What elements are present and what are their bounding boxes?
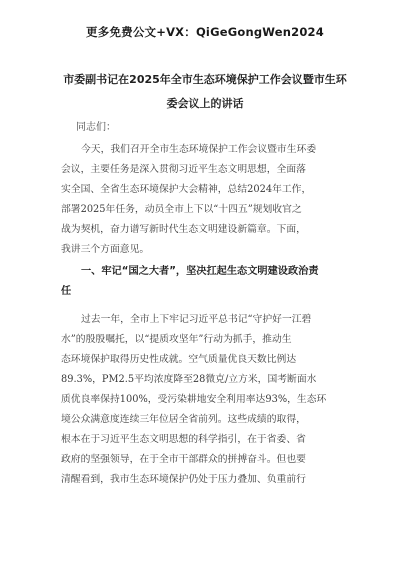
document-title xyxy=(60,68,350,116)
intro-line-3: 实全国、全省生态环境保护大会精神，总结2024年工作， xyxy=(61,184,312,195)
intro-line-6: 我讲三个方面意见。 xyxy=(61,244,150,255)
section-1-line-7: 根本在于习近平生态文明思想的科学指引，在于省委、省 xyxy=(61,434,306,445)
section-1-line-5: 质优良率保持100%，受污染耕地安全利用率达93%，生态环 xyxy=(61,394,327,405)
section-1-line-1: 过去一年，全市上下牢记习近平总书记“守护好一江碧 xyxy=(81,314,312,325)
salutation: 同志们： xyxy=(76,122,116,133)
section-1-line-3: 态环境保护取得历史性成就。空气质量优良天数比例达 xyxy=(61,354,297,365)
document-title-line-2: 委会议上的讲话 xyxy=(166,97,244,110)
section-1-line-9: 清醒看到，我市生态环境保护仍处于压力叠加、负重前行 xyxy=(61,474,306,485)
document-title-line-1: 市委副书记在2025年全市生态环境保护工作会议暨市生环 xyxy=(63,73,347,86)
section-1-heading-line-1: 一、牢记“国之大者”，坚决扛起生态文明建设政治责 xyxy=(81,266,319,277)
intro-line-4: 部署2025年任务，动员全市上下以“十四五”规划收官之 xyxy=(61,204,302,215)
promo-banner: 更多免费公文+VX：QiGeGongWen2024 xyxy=(86,25,324,39)
intro-line-5: 战为契机，奋力谱写新时代生态文明建设新篇章。下面， xyxy=(61,224,306,235)
intro-line-2: 会议，主要任务是深入贯彻习近平生态文明思想，全面落 xyxy=(61,164,306,175)
section-1-line-6: 境公众满意度连续三年位居全省前列。这些成绩的取得， xyxy=(61,414,306,425)
section-1-paragraph xyxy=(61,310,347,490)
section-1-line-8: 政府的坚强领导，在于全市干部群众的拼搏奋斗。但也要 xyxy=(61,454,306,465)
section-1-line-2: 水”的殷殷嘱托，以“提质攻坚年”行动为抓手，推动生 xyxy=(61,334,292,345)
section-1-heading-line-2: 任 xyxy=(61,286,72,297)
section-1-line-4: 89.3%，PM2.5平均浓度降至28微克/立方米，国考断面水 xyxy=(61,374,317,385)
section-1-heading xyxy=(61,262,347,302)
intro-paragraph xyxy=(61,140,347,260)
intro-line-1: 今天，我们召开全市生态环境保护工作会议暨市生环委 xyxy=(81,144,317,155)
